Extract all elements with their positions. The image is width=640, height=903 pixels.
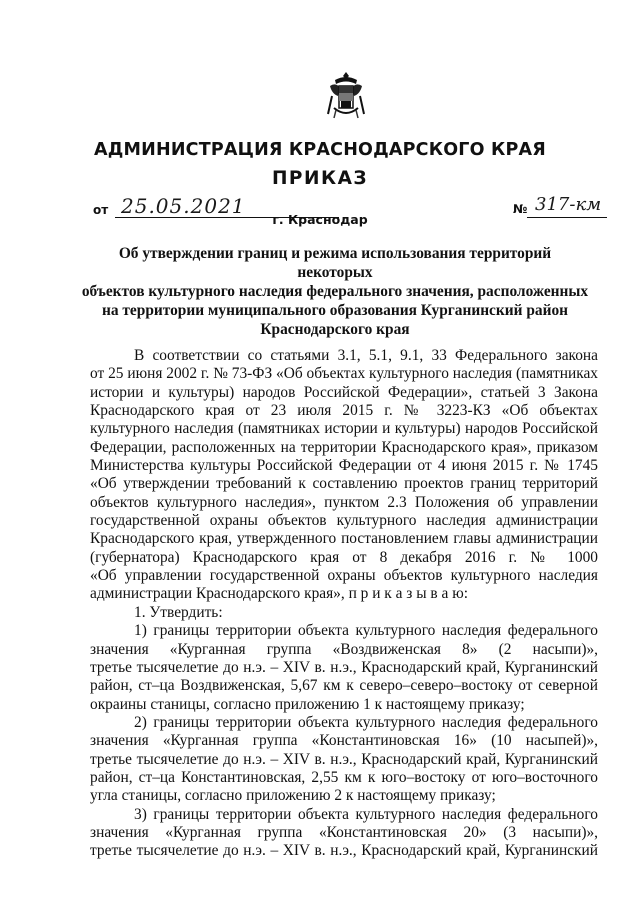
body-line: значения «Курганная группа «Константиновская 16» (10 насыпей)», — [90, 732, 598, 750]
body-line: третье тысячелетие до н.э. – XIV в. н.э., Краснодарский край, Курганинский — [90, 658, 598, 676]
body-line: от 25 июня 2002 г. № 73-ФЗ «Об объектах культурного наследия (памятниках — [90, 365, 598, 383]
body-line: Федерации, расположенных на территории Краснодарского края», приказом — [90, 438, 598, 456]
title-line: на территории муниципального образования Курганинский район — [101, 302, 569, 319]
body-line: 1) границы территории объекта культурного наследия федерального — [134, 622, 598, 640]
document-type: ПРИКАЗ — [271, 168, 369, 189]
body-line: 3) границы территории объекта культурного наследия федерального — [134, 805, 598, 823]
body-line: район, ст–ца Воздвиженская, 5,67 км к северо–северо–востоку от северной — [90, 677, 598, 695]
body-line: Министерства культуры Российской Федерации от 4 июня 2015 г. № 1745 — [90, 457, 598, 475]
body-line: 1. Утвердить: — [134, 603, 223, 621]
body-line: администрации Краснодарского края», п р и к а з ы в а ю: — [90, 585, 468, 603]
number-label: № — [513, 202, 528, 216]
body-line: объектов культурного наследия», пунктом 2.3 Положения об управлении — [90, 493, 598, 511]
title-line: Краснодарского края — [260, 321, 410, 338]
body-line: В соответствии со статьями 3.1, 5.1, 9.1, 33 Федерального закона — [134, 347, 598, 364]
title-line: объектов культурного наследия федерального значения, расположенных — [81, 283, 589, 300]
body-line: культурного наследия (памятниках истории и культуры) народов Российской — [90, 420, 598, 438]
body-line: истории и культуры) народов Российской Федерации», статьей 3 Закона — [90, 383, 598, 401]
body-line: «Об управлении государственной охраны объектов культурного наследия — [90, 567, 598, 585]
body-line: «Об утверждении требований к составлению проектов границ территорий — [90, 475, 598, 493]
body-line: 2) границы территории объекта культурного наследия федерального — [134, 713, 598, 731]
city: г. Краснодар — [272, 212, 368, 227]
organization-name: АДМИНИСТРАЦИЯ КРАСНОДАРСКОГО КРАЯ — [94, 140, 546, 160]
body-line: третье тысячелетие до н.э. – XIV в. н.э., Краснодарский край, Курганинский — [90, 750, 598, 768]
body-line: Краснодарского края, утвержденного постановлением главы администрации — [90, 530, 598, 548]
title-line: Об утверждении границ и режима использования территорий некоторых — [118, 245, 552, 281]
handwritten-date: 25.05.2021 — [121, 194, 246, 218]
handwritten-number: 317-км — [535, 194, 602, 215]
body-line: значения «Курганная группа «Воздвиженская 8» (2 насыпи)», — [90, 640, 598, 658]
body-line: район, ст–ца Константиновская, 2,55 км к юго–востоку от юго–восточного — [90, 768, 598, 786]
body-line: третье тысячелетие до н.э. – XIV в. н.э., Краснодарский край, Курганинский — [90, 842, 598, 860]
body-line: государственной охраны объектов культурного наследия администрации — [90, 512, 598, 530]
body-line: (губернатора) Краснодарского края от 8 декабря 2016 г. № 1000 — [90, 548, 598, 566]
coat-of-arms-emblem — [326, 70, 366, 120]
document-title — [80, 244, 590, 339]
body-line: значения «Курганная группа «Константиновская 20» (3 насыпи)», — [90, 823, 598, 841]
from-label: от — [93, 203, 109, 217]
body-line: Краснодарского края от 23 июля 2015 г. № 3223-КЗ «Об объектах — [90, 402, 598, 420]
body-line: окраины станицы, согласно приложению 1 к настоящему приказу; — [90, 695, 525, 713]
document-body — [90, 347, 598, 861]
body-line: угла станицы, согласно приложению 2 к настоящему приказу; — [90, 787, 496, 805]
